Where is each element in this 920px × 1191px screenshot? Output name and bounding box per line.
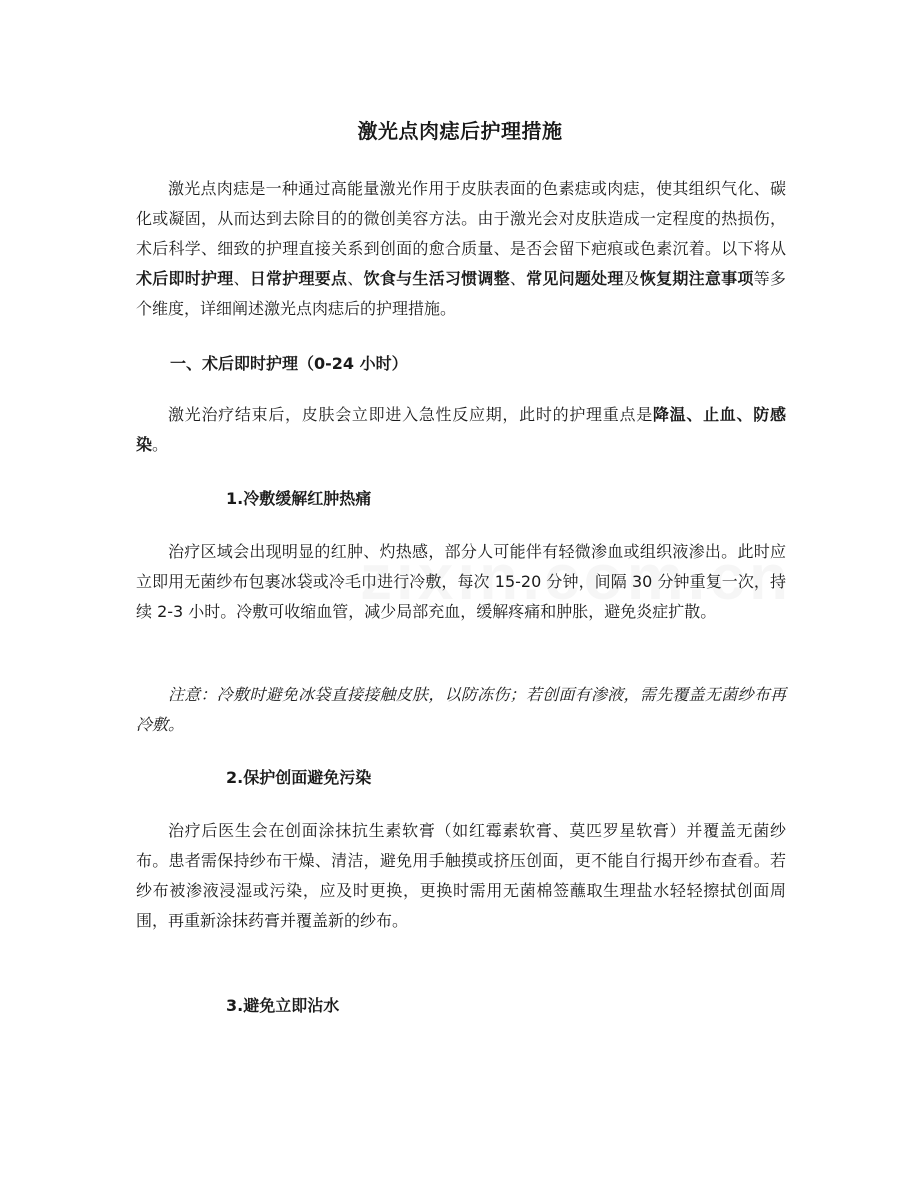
intro-text-1: 激光点肉痣是一种通过高能量激光作用于皮肤表面的色素痣或肉痣，使其组织气化、碳化或凝固，从而达到去除目的的微创美容方法。由于激光会对皮肤造成一定程度的热损伤，术后科学、细致的护理直接关系到创面的愈合质量、是否会留下疤痕或色素沉着。以下将从 [136,179,786,258]
item-1-number: 1. [226,489,244,508]
section-1-lead-text: 激光治疗结束后，皮肤会立即进入急性反应期，此时的护理重点是 [168,405,653,424]
intro-bold-5: 恢复期注意事项 [639,269,754,288]
item-2-body: 治疗后医生会在创面涂抹抗生素软膏（如红霉素软膏、莫匹罗星软膏）并覆盖无菌纱布。患者需保持纱布干燥、清洁，避免用手触摸或挤压创面，更不能自行揭开纱布查看。若纱布被渗液浸湿或污染，应及时更换，更换时需用无菌棉签蘸取生理盐水轻轻擦拭创面周围，再重新涂抹药膏并覆盖新的纱布。 [136,821,786,930]
intro-bold-1: 术后即时护理 [136,269,234,288]
item-2-number: 2. [226,768,244,787]
section-1-heading: 一、术后即时护理（0-24 小时） [170,354,408,373]
intro-bold-3: 饮食与生活习惯调整 [363,269,510,288]
intro-bold-2: 日常护理要点 [249,269,348,288]
item-1-body: 治疗区域会出现明显的红肿、灼热感，部分人可能伴有轻微渗血或组织液渗出。此时应立即用无菌纱布包裹冰袋或冷毛巾进行冷敷，每次 15-20 分钟，间隔 30 分钟重复一次，持续 2-3 小时。冷敷可收缩血管，减少局部充血，缓解疼痛和肿胀，避免炎症扩散。 [136,542,786,621]
section-1-lead-bold: 降温、止血、防感染 [136,405,786,454]
intro-bold-4: 常见问题处理 [526,269,624,288]
intro-sep-2: 、 [347,269,364,288]
item-2-heading [226,763,371,793]
section-1-lead [136,400,786,460]
item-3-heading [226,991,339,1021]
intro-sep-3: 、 [509,269,527,288]
item-2-label: 保护创面避免污染 [243,768,372,787]
intro-text-2: 等多个维度，详细阐述激光点肉痣后的护理措施。 [136,269,786,318]
intro-sep-4: 及 [623,269,640,288]
section-1-lead-end: 。 [152,435,169,454]
item-3-label: 避免立即沾水 [243,996,340,1015]
item-3-number: 3. [226,996,244,1015]
intro-sep-1: 、 [233,269,250,288]
item-1-heading [226,484,371,514]
page-title: 激光点肉痣后护理措施 [357,119,563,143]
item-1-label: 冷敷缓解红肿热痛 [243,489,372,508]
intro-paragraph [136,174,786,324]
item-1-note: 注意：冷敷时避免冰袋直接接触皮肤，以防冻伤；若创面有渗液，需先覆盖无菌纱布再冷敷。 [136,685,786,734]
